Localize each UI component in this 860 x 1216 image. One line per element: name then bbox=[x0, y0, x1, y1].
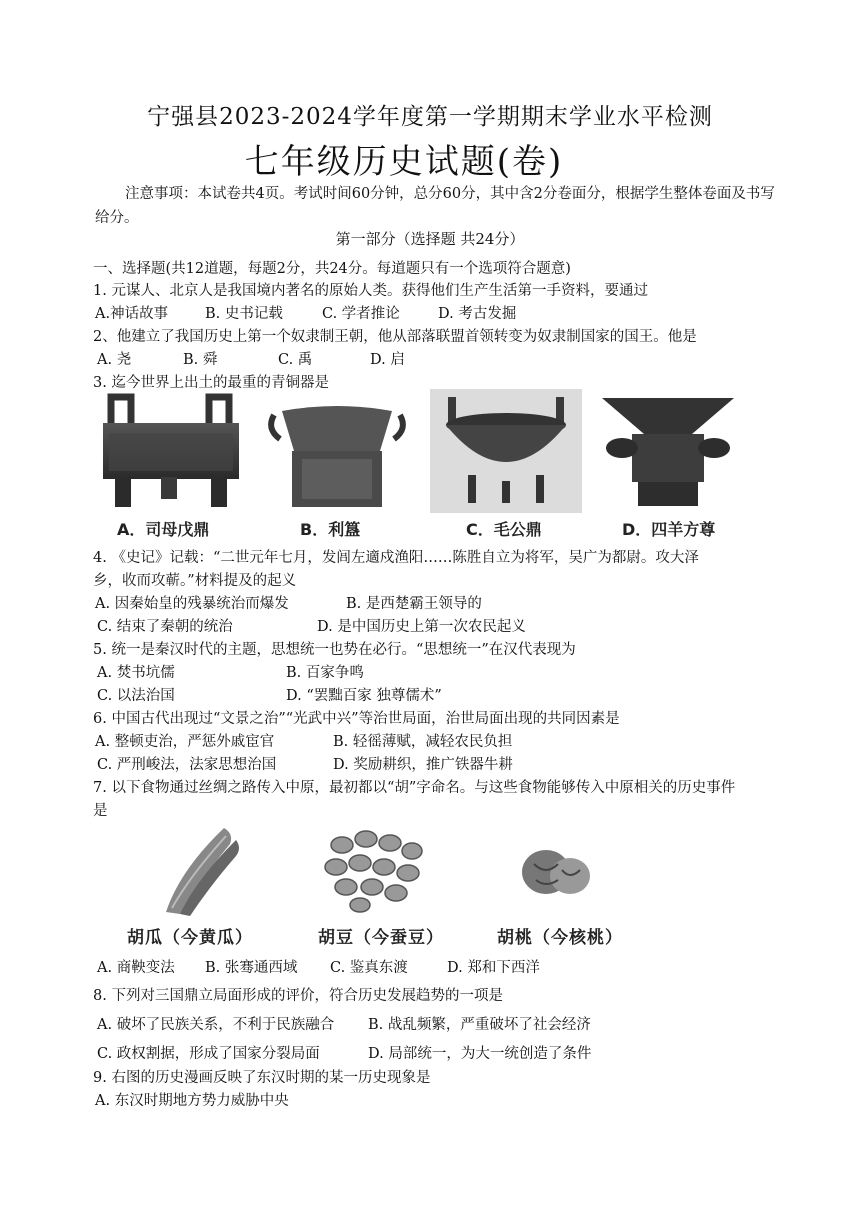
q6-option-d: D. 奖励耕织，推广铁器牛耕 bbox=[333, 757, 513, 773]
q7-stem-line2: 是 bbox=[93, 803, 108, 819]
q8-option-d: D. 局部统一，为大一统创造了条件 bbox=[368, 1046, 592, 1062]
q3-caption-d: D．四羊方尊 bbox=[622, 520, 716, 539]
q7-caption-cucumber: 胡瓜（今黄瓜） bbox=[127, 928, 253, 948]
q2-option-c: C. 禹 bbox=[278, 352, 313, 368]
q7-stem-line1: 7. 以下食物通过丝绸之路传入中原，最初都以“胡”字命名。与这些食物能够传入中原相关的历史事件 bbox=[93, 780, 736, 796]
q1-option-d: D. 考古发掘 bbox=[438, 306, 517, 322]
q3-caption-b: B．利簋 bbox=[300, 520, 361, 539]
simuwu-ding-image bbox=[95, 393, 247, 511]
q8-option-b: B. 战乱频繁，严重破坏了社会经济 bbox=[368, 1017, 591, 1033]
q7-option-a: A. 商鞅变法 bbox=[97, 960, 175, 976]
q4-option-b: B. 是西楚霸王领导的 bbox=[346, 596, 482, 612]
q5-option-b: B. 百家争鸣 bbox=[286, 665, 364, 681]
broad-beans-image bbox=[322, 825, 432, 915]
q7-caption-broad-bean: 胡豆（今蚕豆） bbox=[318, 928, 444, 948]
q8-stem: 8. 下列对三国鼎立局面形成的评价，符合历史发展趋势的一项是 bbox=[93, 988, 503, 1004]
q6-option-c: C. 严刑峻法，法家思想治国 bbox=[97, 757, 277, 773]
exam-notice: 注意事项：本试卷共4页。考试时间60分钟，总分60分，其中含2分卷面分，根据学生整体卷面及书写给分。 bbox=[95, 186, 775, 226]
q5-stem: 5. 统一是秦汉时代的主题，思想统一也势在必行。“思想统一”在汉代表现为 bbox=[93, 642, 576, 658]
q9-stem: 9. 右图的历史漫画反映了东汉时期的某一历史现象是 bbox=[93, 1070, 431, 1086]
q4-stem-line1: 4. 《史记》记载：“二世元年七月，发闾左適戍渔阳……陈胜自立为将军，吴广为都尉。攻大泽 bbox=[93, 550, 699, 566]
q7-option-b: B. 张骞通西域 bbox=[205, 960, 298, 976]
q8-option-a: A. 破坏了民族关系，不利于民族融合 bbox=[97, 1017, 335, 1033]
q5-option-c: C. 以法治国 bbox=[97, 688, 175, 704]
instructions: 一、选择题(共12道题，每题2分，共24分。每道题只有一个选项符合题意) bbox=[93, 261, 571, 277]
q1-stem: 1. 元谋人、北京人是我国境内著名的原始人类。获得他们生产生活第一手资料，要通过 bbox=[93, 283, 648, 299]
q7-option-d: D. 郑和下西洋 bbox=[447, 960, 540, 976]
maogong-ding-image bbox=[430, 389, 582, 513]
q1-option-a: A.神话故事 bbox=[95, 306, 169, 322]
q4-option-d: D. 是中国历史上第一次农民起义 bbox=[317, 619, 526, 635]
q6-option-a: A. 整顿吏治，严惩外戚宦官 bbox=[95, 734, 275, 750]
q8-option-c: C. 政权割据，形成了国家分裂局面 bbox=[97, 1046, 320, 1062]
q3-stem: 3. 迄今世界上出土的最重的青铜器是 bbox=[93, 375, 329, 391]
q1-option-c: C. 学者推论 bbox=[322, 306, 400, 322]
q2-stem: 2、他建立了我国历史上第一个奴隶制王朝，他从部落联盟首领转变为奴隶制国家的国王。他是 bbox=[93, 329, 697, 345]
q5-option-a: A. 焚书坑儒 bbox=[97, 665, 175, 681]
q3-caption-c: C．毛公鼎 bbox=[466, 520, 542, 539]
walnut-image bbox=[516, 836, 596, 906]
q6-option-b: B. 轻徭薄赋，减轻农民负担 bbox=[333, 734, 513, 750]
cucumber-image bbox=[150, 820, 250, 920]
q4-option-c: C. 结束了秦朝的统治 bbox=[97, 619, 233, 635]
q4-option-a: A. 因秦始皇的残暴统治而爆发 bbox=[95, 596, 289, 612]
q5-option-d: D. “罢黜百家 独尊儒术” bbox=[286, 688, 442, 704]
q6-stem: 6. 中国古代出现过“文景之治”“光武中兴”等治世局面，治世局面出现的共同因素是 bbox=[93, 711, 620, 727]
li-gui-image bbox=[262, 393, 412, 511]
q3-caption-a: A．司母戊鼎 bbox=[117, 520, 210, 539]
q1-option-b: B. 史书记载 bbox=[205, 306, 283, 322]
exam-subtitle: 七年级历史试题(卷) bbox=[244, 142, 564, 182]
q7-caption-walnut: 胡桃（今核桃） bbox=[497, 928, 623, 948]
q2-option-b: B. 舜 bbox=[183, 352, 218, 368]
q2-option-a: A. 尧 bbox=[97, 352, 132, 368]
section-title: 第一部分（选择题 共24分） bbox=[335, 230, 525, 248]
q9-option-a: A. 东汉时期地方势力威胁中央 bbox=[95, 1093, 289, 1109]
exam-title: 宁强县2023-2024学年度第一学期期末学业水平检测 bbox=[147, 104, 713, 130]
q7-option-c: C. 鉴真东渡 bbox=[330, 960, 408, 976]
siyang-fangzun-image bbox=[596, 394, 740, 510]
q4-stem-line2: 乡，收而攻蕲。”材料提及的起义 bbox=[93, 573, 297, 589]
q2-option-d: D. 启 bbox=[370, 352, 405, 368]
